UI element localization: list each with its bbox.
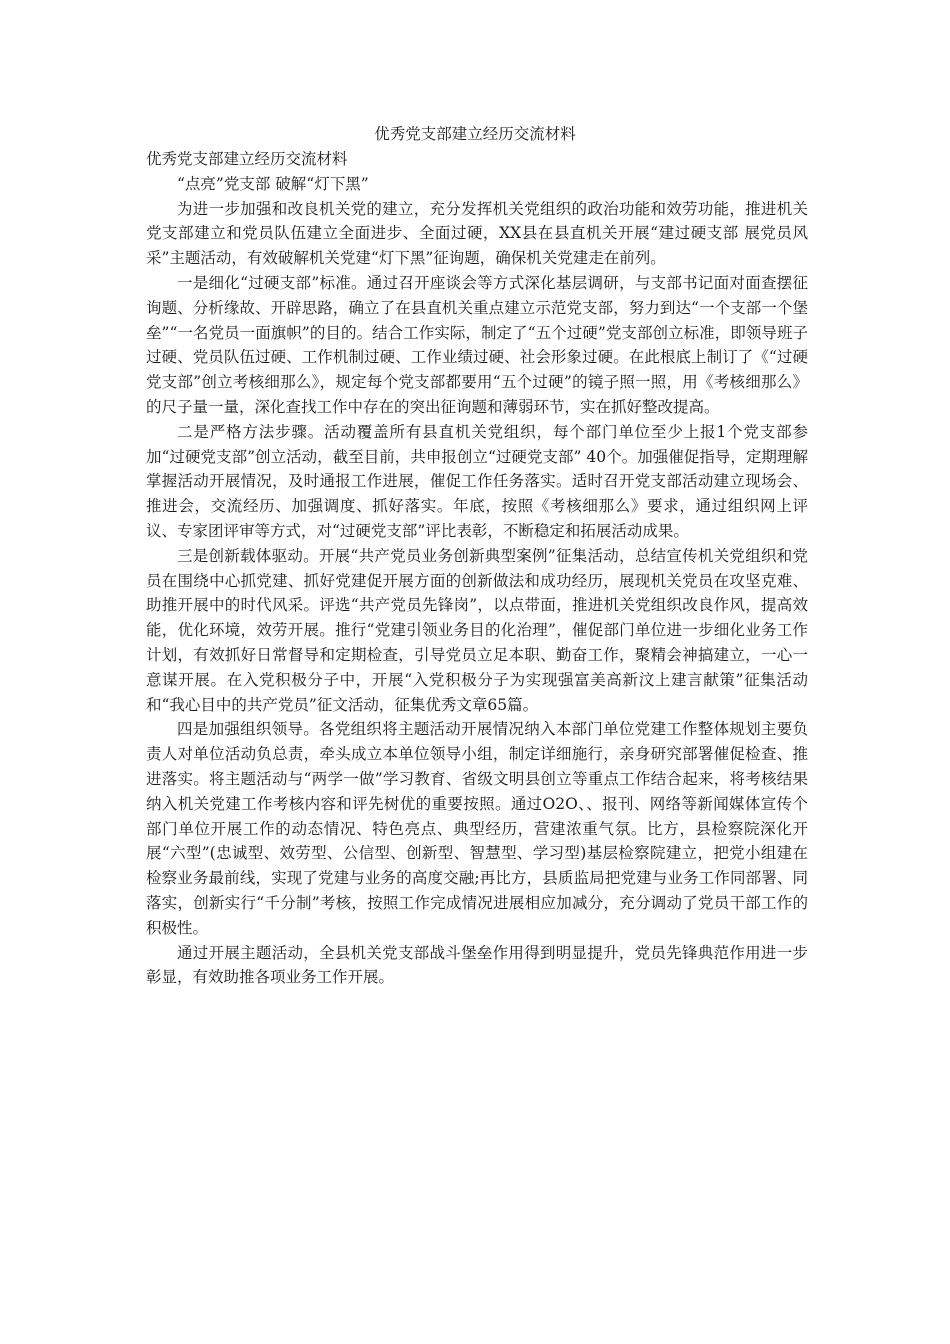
paragraph-conclusion: 通过开展主题活动，全县机关党支部战斗堡垒作用得到明显提升，党员先锋典范作用进一步彰显，有效助推各项业务工作开展。 xyxy=(146,943,808,987)
paragraph-intro: 为进一步加强和改良机关党的建立，充分发挥机关党组织的政治功能和效劳功能，推进机关党支部建立和党员队伍建立全面进步、全面过硬，XX县在县直机关开展“建过硬支部 展党员风采”主题活动，有效破解机关党建“灯下黑”征询题，确保机关党建走在前列。 xyxy=(146,199,808,268)
paragraph-steps: 二是严格方法步骤。活动覆盖所有县直机关党组织，每个部门单位至少上报1个党支部参加“过硬党支部”创立活动，截至目前，共申报创立“过硬党支部” 40个。加强催促指导，定期理解掌握活动开展情况，及时通报工作进展，催促工作任务落实。适时召开党支部活动建立现场会、推进会，交流经历、加强调度、抓好落实。年底，按照《考核细那么》要求，通过组织网上评议、专家团评审等方式，对“过硬党支部”评比表彰，不断稳定和拓展活动成果。 xyxy=(146,422,808,540)
paragraph-standards: 一是细化“过硬支部”标准。通过召开座谈会等方式深化基层调研，与支部书记面对面查摆征询题、分析缘故、开辟思路，确立了在县直机关重点建立示范党支部，努力到达“一个支部一个堡垒”“一名党员一面旗帜”的目的。结合工作实际，制定了“五个过硬”党支部创立标准，即领导班子过硬、党员队伍过硬、工作机制过硬、工作业绩过硬、社会形象过硬。在此根底上制订了《“过硬党支部”创立考核细那么》，规定每个党支部都要用“五个过硬”的镜子照一照，用《考核细那么》的尺子量一量，深化查找工作中存在的突出征询题和薄弱环节，实在抓好整改提高。 xyxy=(146,273,808,416)
paragraph-leadership: 四是加强组织领导。各党组织将主题活动开展情况纳入本部门单位党建工作整体规划主要负责人对单位活动负总责，牵头成立本单位领导小组，制定详细施行，亲身研究部署催促检查、推进落实。将主题活动与“两学一做”学习教育、省级文明县创立等重点工作结合起来，将考核结果纳入机关党建工作考核内容和评先树优的重要按照。通过O2O、、报刊、网络等新闻媒体宣传个部门单位开展工作的动态情况、特色亮点、典型经历，营建浓重气氛。比方，县检察院深化开展“六型”(忠诚型、效劳型、公信型、创新型、智慧型、学习型)基层检察院建立，把党小组建在检察业务最前线，实现了党建与业务的高度交融;再比方，县质监局把党建与业务工作同部署、同落实，创新实行“千分制”考核，按照工作完成情况进展相应加减分，充分调动了党员干部工作的积极性。 xyxy=(146,720,808,937)
document-heading: 优秀党支部建立经历交流材料 xyxy=(146,150,348,168)
document-body xyxy=(146,147,808,990)
paragraph-innovation: 三是创新载体驱动。开展“共产党员业务创新典型案例”征集活动，总结宣传机关党组织和党员在围绕中心抓党建、抓好党建促开展方面的创新做法和成功经历，展现机关党员在攻坚克难、助推开展中的时代风采。评选“共产党员先锋岗”，以点带面，推进机关党组织改良作风，提高效能，优化环境，效劳开展。推行“党建引领业务目的化治理”，催促部门单位进一步细化业务工作计划，有效抓好日常督导和定期检查，引导党员立足本职、勤奋工作，聚精会神搞建立，一心一意谋开展。在入党积极分子中，开展“入党积极分子为实现强富美高新汶上建言献策”征集活动和“我心目中的共产党员”征文活动，征集优秀文章65篇。 xyxy=(146,546,808,714)
document-title: 优秀党支部建立经历交流材料 xyxy=(374,125,576,143)
document-subtitle: “点亮”党支部 破解“灯下黑” xyxy=(177,174,369,193)
